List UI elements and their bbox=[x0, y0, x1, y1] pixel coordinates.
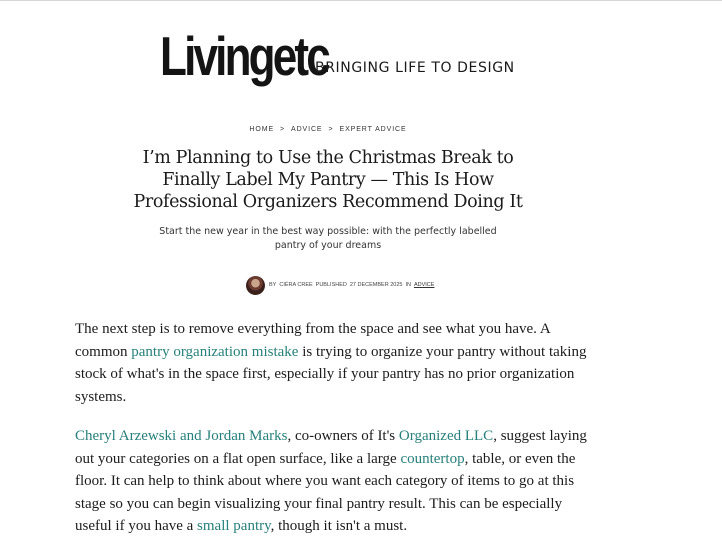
article-byline bbox=[246, 275, 437, 295]
inline-link[interactable]: Cheryl Arzewski and Jordan Marks bbox=[75, 428, 288, 444]
masthead bbox=[160, 26, 580, 90]
inline-link[interactable]: Organized LLC bbox=[398, 428, 494, 444]
paragraph-text: , though it isn't a must. bbox=[270, 518, 408, 534]
paragraph-text: , suggest laying out your categories on a flat open surface, like a large bbox=[75, 428, 587, 467]
author-avatar bbox=[246, 276, 265, 295]
inline-link[interactable]: pantry organization mistake bbox=[131, 343, 299, 360]
byline-category-link[interactable]: ADVICE bbox=[413, 282, 435, 288]
paragraph-text: is trying to organize your pantry without taking stock of what's in the space first, especially if your pantry has no prior organization systems. bbox=[75, 343, 587, 405]
breadcrumb bbox=[0, 126, 656, 133]
site-tagline: BRINGING LIFE TO DESIGN bbox=[315, 60, 515, 76]
breadcrumb-separator: > bbox=[280, 126, 286, 133]
byline-author[interactable]: CIÉRA CREE bbox=[279, 282, 313, 288]
byline-published-label: PUBLISHED bbox=[315, 282, 347, 288]
inline-link[interactable]: small pantry bbox=[197, 518, 271, 534]
article-body bbox=[75, 318, 595, 551]
article-standfirst: Start the new year in the best way possible: with the perfectly labelled pantry of your dreams bbox=[159, 226, 497, 251]
breadcrumb-advice[interactable]: ADVICE bbox=[291, 126, 323, 133]
byline-date: 27 DECEMBER 2025 bbox=[349, 282, 403, 288]
breadcrumb-expert-advice[interactable]: EXPERT ADVICE bbox=[339, 126, 407, 133]
paragraph-text: The next step is to remove everything from the space and see what you have. A common bbox=[75, 321, 550, 360]
inline-link[interactable]: countertop bbox=[400, 450, 465, 467]
top-border bbox=[0, 0, 722, 1]
article-paragraph bbox=[75, 425, 595, 538]
article-paragraph bbox=[75, 318, 595, 408]
breadcrumb-separator: > bbox=[328, 126, 334, 133]
paragraph-text: , table, or even the floor. It can help to think about where you want each category of items to go at this stage so you can begin visualizing your final pantry result. This can be especially useful if you have a bbox=[75, 450, 576, 534]
article-headline: I’m Planning to Use the Christmas Break to Finally Label My Pantry — This Is How Professional Organizers Recommend Doing It bbox=[133, 148, 523, 212]
byline-by-label: BY bbox=[269, 282, 277, 288]
site-logo[interactable]: Livingetc bbox=[160, 25, 328, 87]
breadcrumb-home[interactable]: HOME bbox=[249, 126, 275, 133]
paragraph-text: , co-owners of It's bbox=[287, 428, 399, 444]
byline-in-label: IN bbox=[405, 282, 411, 288]
